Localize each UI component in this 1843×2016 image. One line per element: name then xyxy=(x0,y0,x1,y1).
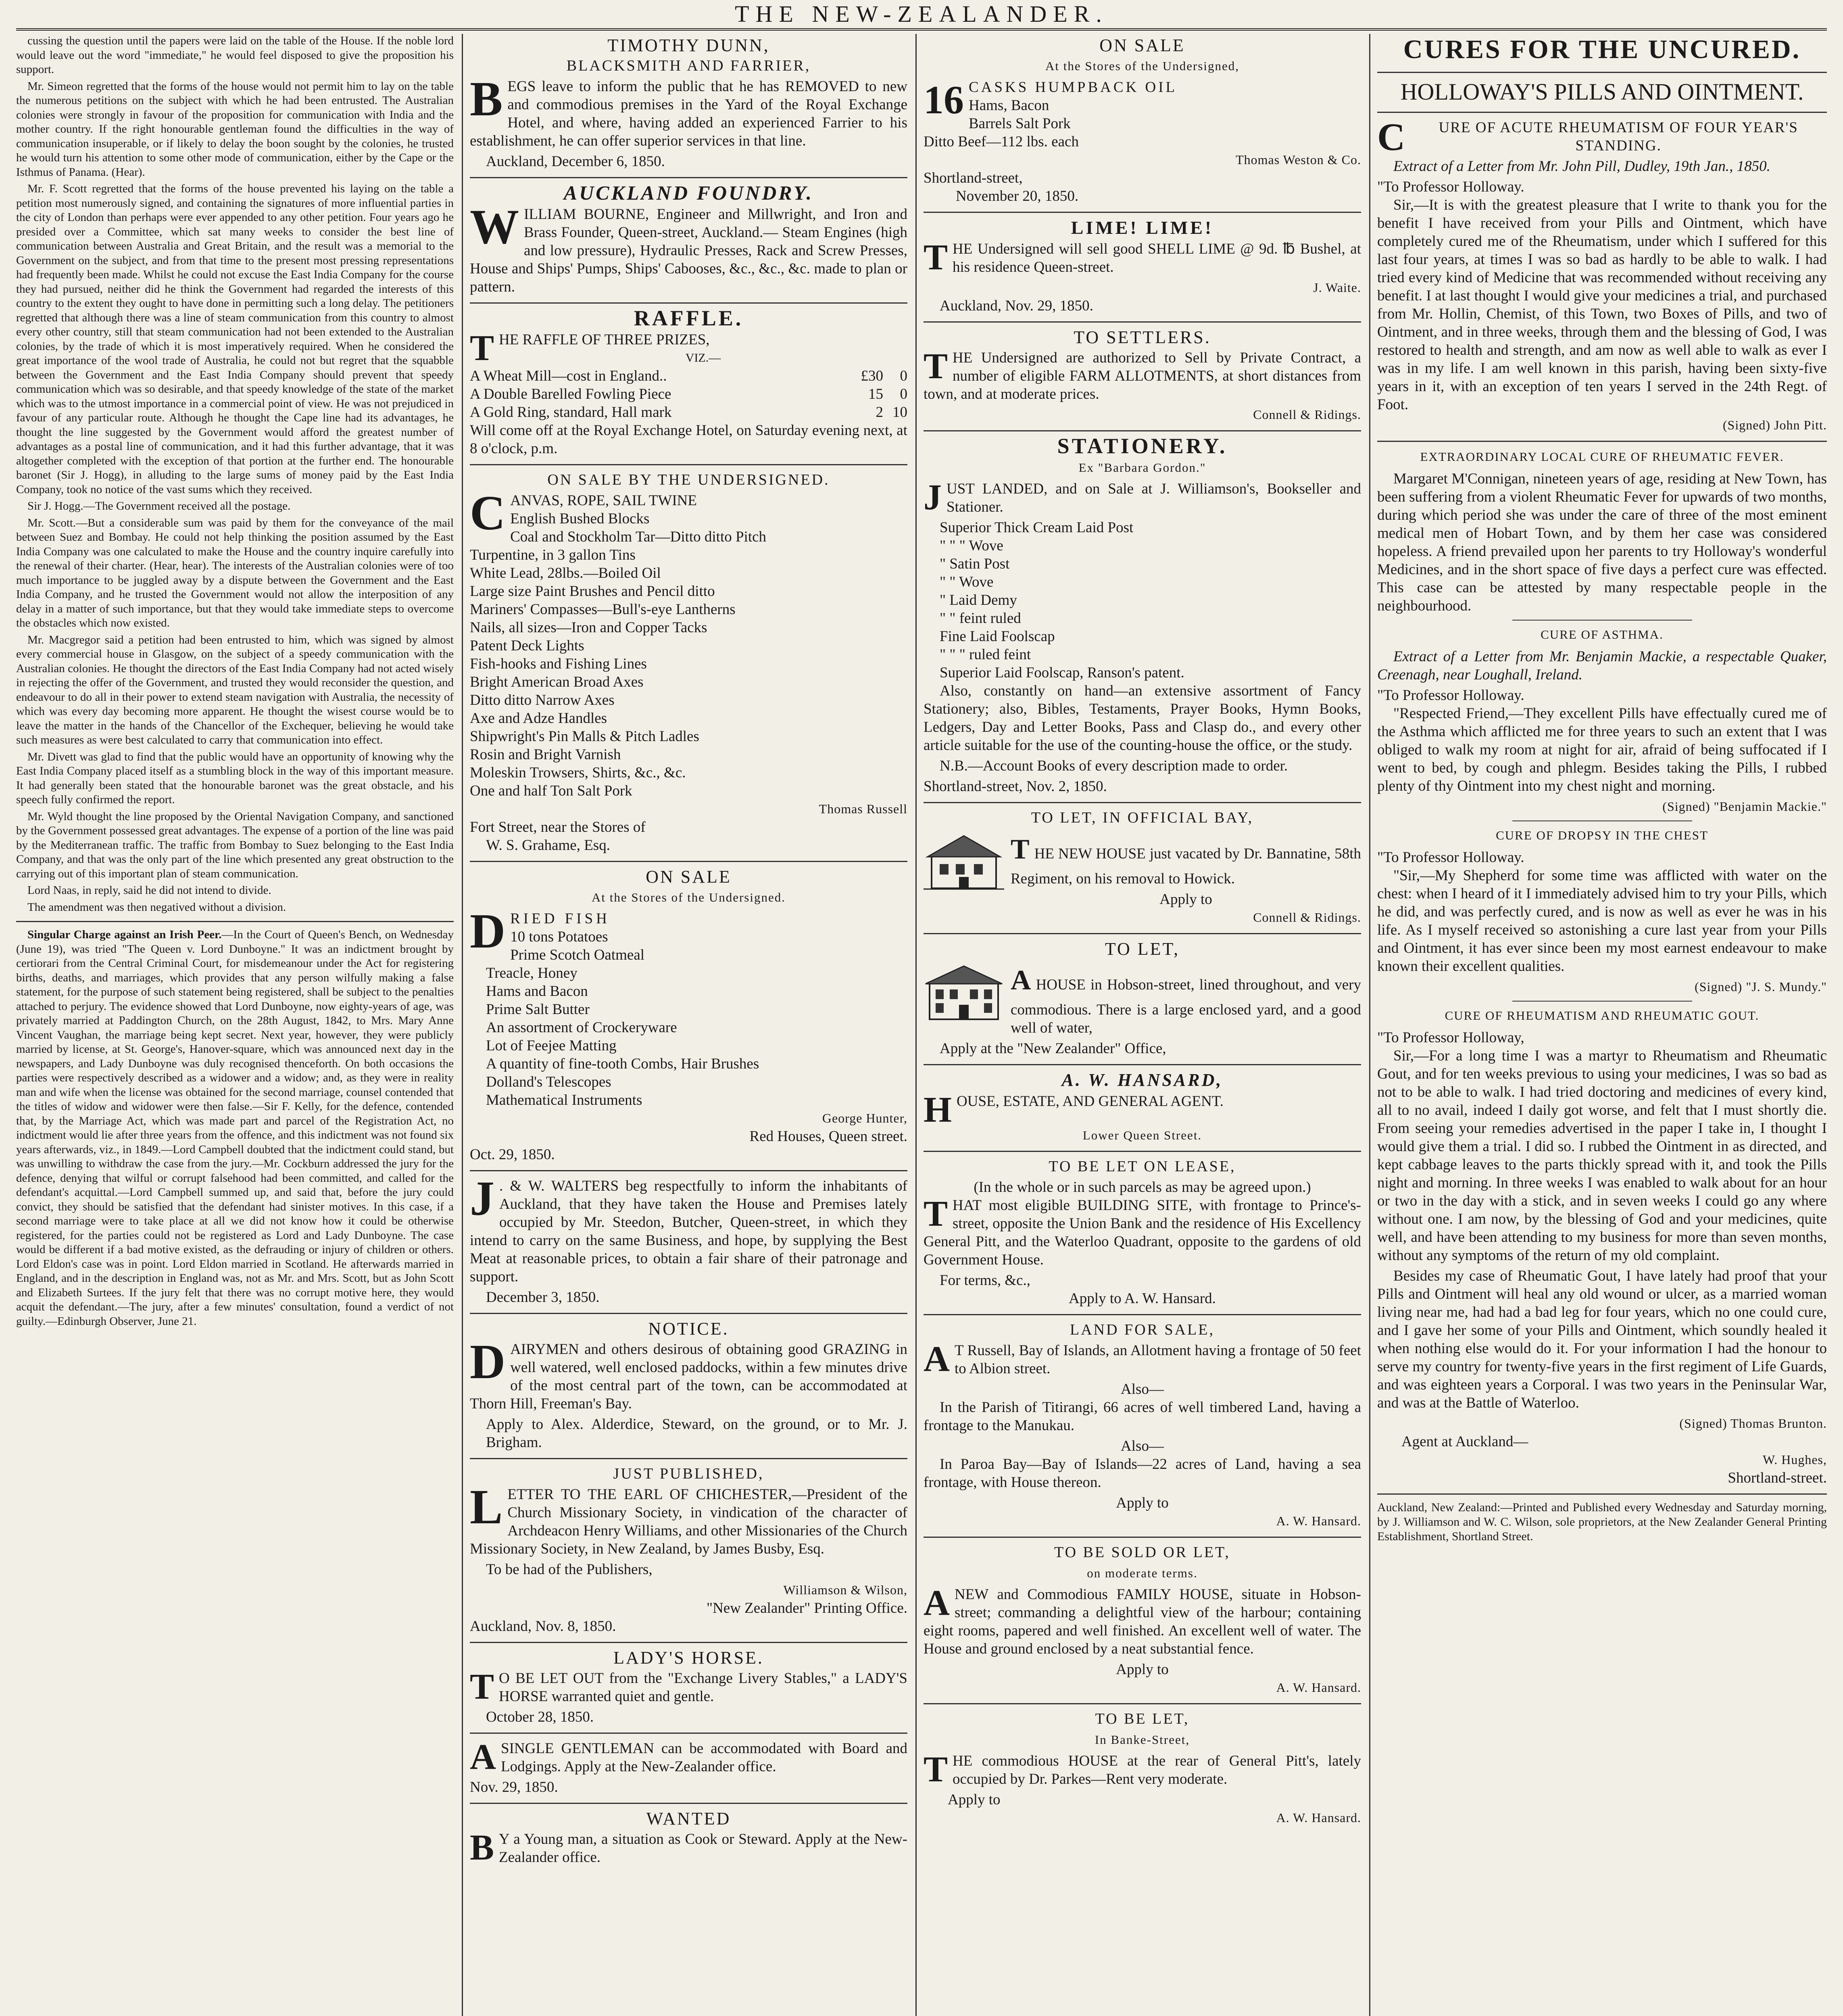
case-body: Sir,—It is with the greatest pleasure that I write to thank you for the benefit I have received from your Pills and Ointment, which have completely cured me of the Rheumatism, under which I suffered for this last four years, at times I was so bad as hardly to be able to walk. I had tried every kind of Medicine that was recommended without receiving any benefit. I at last thought I would give your medicines a trial, and purchased from Mr. Hollin, Chemist, of this Town, two Boxes of Pills, and two of Ointment, and in three weeks, through them and the blessing of God, I was restored to health and strength, and am now as well able to walk as ever I was in my life. I am well known in this parish, having been sixty-five years in it, with an exception of ten years I served in the 24th Regt. of Foot. xyxy=(1377,197,1827,413)
drop-cap: L xyxy=(470,1480,503,1534)
ad-signature: "New Zealander" Printing Office. xyxy=(706,1600,907,1616)
drop-cap: T xyxy=(924,346,948,386)
ad-lease xyxy=(924,1158,1361,1308)
ad-dunn xyxy=(470,36,907,171)
column-ads-3 xyxy=(924,34,1361,2016)
ad-title: CURES FOR THE UNCURED. xyxy=(1403,35,1801,64)
divider xyxy=(470,1733,907,1734)
column-rule xyxy=(915,34,917,2016)
article-paragraph: Mr. F. Scott regretted that the forms of the house prevented his laying on the table a petition most numerously signed, and containing the signatures of more influential parties in the city of London than perhaps were ever appended to any other petition. Four years ago he presided over a Committee, which sat many weeks to consider the best line of communication between Australia and Great Britain, and the result was a memorial to the Government on the subject, and from that time to the present most pressing representations had frequently been made. Whilst he could not excuse the East India Company for the course they had pursued, neither did he think the Government had regarded the interests of this country to the extent they ought to have done in permitting such a long delay. The petitioners regretted that although there was a line of steam communication from this country to almost every other country, still that steam communication had not been extended to the Australian colonies, by the trade of which it is most imperatively required. When he considered the great importance of the wool trade of Australia, he could not but regret that the squabble between the Government and the East India Company should prevent that speedy communication which was so desirable, and that speedy knowledge of the state of the market which was to the utmost importance in a commercial point of view. He was not prejudiced in favour of any particular route. Although he thought the Cape line had its advantages, he thought the line suggested by the Government would afford the greatest number of advantages as a postal line of communication, and it had this further advantage, that it was altogether completed with the exception of that portion at the further end. The honourable baronet (Sir J. Hogg), in alluding to the large sums of money paid by the East India Company, took no notice of the vast sums which they received. xyxy=(16,182,454,496)
drop-cap: D xyxy=(470,904,506,958)
agent-name: W. Hughes, xyxy=(1762,1452,1827,1467)
article-paragraph: cussing the question until the papers were laid on the table of the House. If the noble lord would leave out the word "immediate," he would feel disposed to give the proposition his support. xyxy=(16,34,454,76)
divider xyxy=(924,1151,1361,1152)
divider xyxy=(470,1458,907,1459)
ad-subtitle: BLACKSMITH AND FARRIER, xyxy=(566,57,811,74)
divider xyxy=(924,1314,1361,1315)
ad-title: TO LET, IN OFFICIAL BAY, xyxy=(1031,809,1254,826)
drop-cap: C xyxy=(470,486,506,540)
ad-body: HE RAFFLE OF THREE PRIZES, xyxy=(499,331,710,348)
ad-date: Auckland, December 6, 1850. xyxy=(486,153,665,170)
ad-body: ETTER TO THE EARL OF CHICHESTER,—President of the Church Missionary Society, in vindication of the character of Archdeacon Henry Williams, and other Missionaries of the Church Missionary Society, in New Zealand, by James Busby, Esq. xyxy=(470,1486,907,1557)
agent-address: Shortland-street. xyxy=(1728,1470,1827,1486)
case-to: "To Professor Holloway. xyxy=(1377,849,1524,866)
raffle-viz: VIZ.— xyxy=(685,351,721,364)
article-paragraph: Mr. Scott.—But a considerable sum was paid by them for the conveyance of the mail between Suez and Bombay. He could not help thinking the position assumed by the East India Company was one calculated to make the House and the country inquire carefully into the renewal of their charter. (Hear, hear). The interests of the Australian colonies were of too much importance to be juggled away by a dispute between the Government and the East India Company, and he trusted the Government would not allow the interposition of any delay in a matter of such importance, but that they would take immediate steps to overcome the obstacles which now existed. xyxy=(16,516,454,629)
ad-address: Red Houses, Queen street. xyxy=(749,1128,907,1145)
case-heading: URE OF ACUTE RHEUMATISM OF FOUR YEAR'S STANDING. xyxy=(1439,119,1798,154)
article-paragraph: Mr. Wyld thought the line proposed by the Oriental Navigation Company, and sanctioned by the Government possessed great advantages. The expense of a portion of the line was paid by the Mediterranean traffic. The traffic from Bombay to Suez belonging to the East India Company, and that was the only part of the line which presented any great obstruction to the carrying out of this important plan of steam communication. xyxy=(16,810,454,880)
raffle-prize xyxy=(470,367,907,385)
list-item: Hams and Bacon xyxy=(486,983,588,1000)
divider xyxy=(1377,112,1827,113)
ad-signature: J. Waite. xyxy=(1313,280,1361,295)
case-body: Margaret M'Connigan, nineteen years of age, residing at New Town, has been suffering from a violent Rheumatic Fever for upwards of two months, during which period she was under the care of three of the most eminent medical men of Hobart Town, and by them her case was considered hopeless. A friend prevailed upon her parents to try Holloway's wonderful Medicines, and in the short space of five days a perfect cure was effected. This case can be attested by many respectable people in the neighbourhood. xyxy=(1377,471,1827,614)
ad-line: To be had of the Publishers, xyxy=(486,1561,653,1578)
drop-cap: B xyxy=(470,72,503,126)
list-item: A quantity of fine-tooth Combs, Hair Brushes xyxy=(486,1056,759,1072)
ad-body: HAT most eligible BUILDING SITE, with frontage to Prince's-street, opposite the Union Bank and the residence of His Excellency General Pitt, and the Waterloo Quadrant, opposite to the gardens of old Government House. xyxy=(924,1197,1361,1268)
ad-footer: Fort Street, near the Stores of xyxy=(470,819,646,835)
drop-cap: A xyxy=(924,1339,950,1379)
ad-subtitle: Ex "Barbara Gordon." xyxy=(1078,460,1206,475)
ad-body: In the Parish of Titirangi, 66 acres of well timbered Land, having a frontage to the Manukau. xyxy=(924,1399,1361,1434)
ad-body: HE Undersigned will sell good SHELL LIME @ 9d. ℔ Bushel, at his residence Queen-street. xyxy=(953,241,1361,275)
ad-body: N.B.—Account Books of every description made to order. xyxy=(940,758,1288,774)
drop-cap: T xyxy=(924,1194,948,1234)
list-item: 10 tons Potatoes xyxy=(510,929,608,945)
ad-signature: Williamson & Wilson, xyxy=(783,1583,907,1597)
ad-date: October 28, 1850. xyxy=(486,1709,594,1725)
list-item: " " " ruled feint xyxy=(940,646,1031,663)
list-item: Dolland's Telescopes xyxy=(486,1074,611,1090)
article-paragraph: —In the Court of Queen's Bench, on Wednesday (June 19), was tried "The Queen v. Lord Dunboyne." It was an indictment brought by certiorari from the Central Criminal Court, for misdemeanour under the Act for registering births, deaths, and marriages, which provides that any person wilfully making a false statement, for the purpose of such statement being registered, shall be subject to the penalties attached to perjury. The evidence showed that Lord Dunboyne, now eighty-years of age, was privately married at Paddington Church, on the 28th August, 1842, to Mrs. Mary Anne Vincent Vaughan, the marriage being kept secret. Next year, however, they were publicly married by license, at St. George's, Hanover-square, which was announced next day in the newspapers, and Lady Dunboyne was duly recognised thenceforth. On both occasions the parties were respectively described as a widower and a widow; and, as they were in reality man and wife when the license was obtained for the second marriage, counsel contended that the titles of widow and widower were then false.—Sir F. Kelly, for the defence, contended that, by the Marriage Act, which was made part and parcel of the Registration Act, no indictment would lie after three years from the offence, and this indictment was not found six years afterwards, viz., in 1849.—Lord Campbell doubted that the indictment could stand, but was unwilling to withdraw the case from the jury.—Mr. Cockburn addressed the jury for the defence, denying that wilful or corrupt falsehood had been committed, and called for the defendant's acquittal.—Lord Campbell summed up, and said that, before the jury could convict, they should be satisfied that the defendant had sinister motives. In this case, if a second marriage were to take place at all we did not know how it could be otherwise registered, for the parties could not be registered as Lord and Lady Dunboyne. The case would be different if a bad motive existed, as the defrauding or injury of children or others. Lord Eldon's case was in point. Lord Eldon married in Scotland. He afterwards married in England, and in the description in England was, not as Mr. and Mrs. Scott, but as John Scott and Elizabeth Surtees. If the jury felt that there was no corrupt motive here, they would acquit the defendant.—The jury, after a few minutes' consultation, found a verdict of not guilty.—Edinburgh Observer, June 21. xyxy=(16,928,454,1328)
article-paragraph: Sir J. Hogg.—The Government received all the postage. xyxy=(27,500,291,512)
ad-title: AUCKLAND FOUNDRY. xyxy=(563,181,814,204)
prize-item: A Double Barelled Fowling Piece xyxy=(470,386,671,402)
case-heading: CURE OF DROPSY IN THE CHEST xyxy=(1496,828,1708,842)
ad-gentleman xyxy=(470,1739,907,1796)
ad-subtitle: Lower Queen Street. xyxy=(1082,1128,1202,1142)
drop-cap: C xyxy=(1377,115,1405,158)
drop-cap: H xyxy=(924,1090,952,1130)
ad-title: WANTED xyxy=(646,1809,731,1829)
ad-title: TO BE LET ON LEASE, xyxy=(1049,1158,1236,1175)
ad-title: TO BE SOLD OR LET, xyxy=(1054,1544,1230,1561)
ad-horse xyxy=(470,1649,907,1726)
ad-published xyxy=(470,1465,907,1635)
divider xyxy=(470,1313,907,1314)
list-item: Shipwright's Pin Malls & Pitch Ladles xyxy=(470,728,699,745)
ad-raffle xyxy=(470,306,907,458)
prize-item: A Gold Ring, standard, Hall mark xyxy=(470,404,672,421)
ad-weston xyxy=(924,36,1361,205)
ad-body: HE NEW HOUSE just vacated by Dr. Bannatine, 58th Regiment, on his removal to Howick. xyxy=(1011,846,1361,887)
list-item: " " feint ruled xyxy=(940,610,1021,627)
list-item: CASKS HUMPBACK OIL xyxy=(969,79,1178,96)
case-heading: Singular Charge against an Irish Peer. xyxy=(27,928,222,941)
ad-title: JUST PUBLISHED, xyxy=(613,1465,764,1482)
divider xyxy=(470,464,907,465)
case-body: Sir,—For a long time I was a martyr to Rheumatism and Rheumatic Gout, and for ten weeks previous to using your medicines, I was so bad as not to be able to walk. I had tried doctoring and medicines of every kind, all to no avail, indeed I daily got worse, and felt that I must shortly die. From seeing your remedies advertised in the paper I take in, I thought I would give them a trial. I did so. I rubbed the Ointment in as directed, and kept cabbage leaves to the parts thickly spread with it, and took the Pills night and morning. In three weeks I was enabled to walk about for an hour or two in the day with a stick, and in seven weeks I could go any where without one. I am now, by the blessing of God and your medicines, quite well, and have been attending to my business for more than seven months, without any symptoms of the return of my old complaint. xyxy=(1377,1048,1827,1264)
list-item: Moleskin Trowsers, Shirts, &c., &c. xyxy=(470,764,686,781)
ad-title: ON SALE xyxy=(1099,35,1185,55)
imprint: Auckland, New Zealand:—Printed and Published every Wednesday and Saturday morning, by J. Williamson and W. C. Wilson, sole proprietors, at the New Zealander General Printing Establishment, Shortland Street. xyxy=(1377,1501,1827,1543)
item-list xyxy=(924,519,1361,682)
case-heading: CURE OF RHEUMATISM AND RHEUMATIC GOUT. xyxy=(1445,1008,1760,1023)
ad-official-bay xyxy=(924,809,1361,927)
list-item: Fine Laid Foolscap xyxy=(940,628,1055,645)
case-body: Besides my case of Rheumatic Gout, I have lately had proof that your Pills and Ointment will heal any old wound or ulcer, as a married woman living near me, had had a bad leg for four years, which no one could cure, and I gave her some of your Pills and Ointment, which soundly healed it when nothing else would do it. For your information I had the honour to serve my country for twenty-five years in the first regiment of Life Guards, and was eighteen years a Corporal. I was two years in the Peninsular War, and was at the Battle of Waterloo. xyxy=(1377,1268,1827,1411)
case-heading: EXTRAORDINARY LOCAL CURE OF RHEUMATIC FEVER. xyxy=(1420,450,1784,464)
list-item: " " Wove xyxy=(940,574,994,590)
article-paragraph: Mr. Simeon regretted that the forms of the house would not permit him to lay on the table the numerous petitions on the subject with which he had been entrusted. The Australian colonies were strongly in favour of the proposition for communication with India and the mother country. If the right honourable gentleman found the difficulties in the way of communication insuperable, or if likely to delay the boon sought by the colonies, he trusted he would turn his attention to some other mode of communication, either by the Cape or the Isthmus of Panama. (Hear). xyxy=(16,79,454,179)
divider xyxy=(924,1537,1361,1538)
list-item: Lot of Feejee Matting xyxy=(486,1037,617,1054)
drop-cap: J xyxy=(924,477,942,517)
list-item: Coal and Stockholm Tar—Ditto ditto Pitch xyxy=(510,529,767,545)
prize-pounds: 2 xyxy=(876,404,883,421)
divider xyxy=(16,921,454,922)
ad-signature: Connell & Ridings. xyxy=(1253,910,1361,925)
ad-body: OUSE, ESTATE, AND GENERAL AGENT. xyxy=(957,1093,1224,1110)
ad-body: Y a Young man, a situation as Cook or Steward. Apply at the New-Zealander office. xyxy=(499,1831,907,1866)
drop-cap: D xyxy=(470,1335,506,1389)
divider xyxy=(470,302,907,304)
agent-label: Agent at Auckland— xyxy=(1401,1433,1528,1450)
column-rule xyxy=(462,34,463,2016)
list-item: Bright American Broad Axes xyxy=(470,674,644,690)
prize-pounds: £30 xyxy=(861,368,883,384)
prize-item: A Wheat Mill—cost in England.. xyxy=(470,368,667,384)
case-extract: Extract of a Letter from Mr. Benjamin Mackie, a respectable Quaker, Creenagh, near Loughall, Ireland. xyxy=(1377,648,1827,683)
list-item: Prime Scotch Oatmeal xyxy=(510,947,645,963)
drop-cap: T xyxy=(470,328,494,368)
divider xyxy=(1377,1493,1827,1495)
ad-foundry xyxy=(470,181,907,296)
ad-notice xyxy=(470,1320,907,1452)
column-parliament xyxy=(16,34,454,2016)
divider xyxy=(924,933,1361,934)
ad-title: RAFFLE. xyxy=(634,306,744,330)
list-item: Ditto ditto Narrow Axes xyxy=(470,692,615,708)
ad-title: TO BE LET, xyxy=(1095,1710,1190,1727)
ad-date: Auckland, Nov. 8, 1850. xyxy=(470,1618,616,1635)
list-item: White Lead, 28lbs.—Boiled Oil xyxy=(470,565,661,581)
ad-apply: Apply to A. W. Hansard. xyxy=(1069,1290,1216,1307)
case-body: "Sir,—My Shepherd for some time was afflicted with water on the chest: when I heard of it I immediately advised him to try your Pills, which he did, and was perfectly cured, and is now as well as ever he was in his life. As I myself received so astonishing a cure last year from your Pills and Ointment, it has ever since been my most earnest endeavour to make known their excellent qualities. xyxy=(1377,867,1827,975)
ad-title: TO SETTLERS. xyxy=(1074,327,1211,347)
ad-title: TIMOTHY DUNN, xyxy=(607,35,770,55)
ad-footer: Will come off at the Royal Exchange Hotel, on Saturday evening next, at 8 o'clock, p.m. xyxy=(470,422,907,457)
item-list xyxy=(470,486,907,800)
ad-address: Shortland-street, xyxy=(924,170,1023,186)
ad-date: Nov. 29, 1850. xyxy=(470,1779,558,1795)
ad-body: Also, constantly on hand—an extensive assortment of Fancy Stationery; also, Bibles, Testaments, Prayer Books, Hymn Books, Ledgers, Day and Letter Books, Pass and Clasp do., and every other article suitable for the use of the counting-house the office, or the study. xyxy=(924,683,1361,754)
ad-date: Oct. 29, 1850. xyxy=(470,1146,555,1163)
list-item: Large size Paint Brushes and Pencil ditto xyxy=(470,583,715,600)
list-item: An assortment of Crockeryware xyxy=(486,1019,677,1036)
ad-body: HE Undersigned are authorized to Sell by Private Contract, a number of eligible FARM ALLOTMENTS, at short distances from town, and at moderate prices. xyxy=(924,350,1361,402)
ad-body: . & W. WALTERS beg respectfully to inform the inhabitants of Auckland, that they have taken the House and Premises lately occupied by Mr. Steedon, Butcher, Queen-street, in which they intend to carry on the same Business, and hope, by supplying the Best Meat at reasonable prices, to obtain a fair share of their patronage and support. xyxy=(470,1178,907,1285)
ad-subtitle: on moderate terms. xyxy=(1087,1566,1198,1580)
list-item: Patent Deck Lights xyxy=(470,637,584,654)
list-item: " Laid Demy xyxy=(940,592,1017,608)
ad-apply: Apply at the "New Zealander" Office, xyxy=(940,1040,1166,1057)
prize-shillings: 10 xyxy=(892,404,907,421)
ad-title: TO LET, xyxy=(1105,939,1180,959)
list-item: Axe and Adze Handles xyxy=(470,710,607,727)
ad-apply: Apply to xyxy=(1116,1495,1169,1511)
list-item: " " " Wove xyxy=(940,537,1003,554)
divider xyxy=(924,802,1361,803)
list-item: Prime Salt Butter xyxy=(486,1001,590,1018)
ad-signature: A. W. Hansard. xyxy=(1276,1810,1361,1825)
article-paragraph: The amendment was then negatived without a division. xyxy=(27,900,286,914)
drop-cap: A xyxy=(1011,965,1031,996)
list-item: Ditto Beef—112 lbs. each xyxy=(924,133,1079,150)
ad-body: AIRYMEN and others desirous of obtaining good GRAZING in well watered, well enclosed paddocks, within a few minutes drive of the most central part of the town, can be accommodated at Thorn Hill, Freeman's Bay. xyxy=(470,1341,907,1412)
ad-banke xyxy=(924,1710,1361,1827)
divider xyxy=(924,321,1361,323)
drop-cap: J xyxy=(470,1171,494,1226)
ad-signature: Connell & Ridings. xyxy=(1253,407,1361,422)
divider xyxy=(924,1703,1361,1704)
list-item: Nails, all sizes—Iron and Copper Tacks xyxy=(470,619,707,636)
raffle-prize xyxy=(470,403,907,421)
case-signature: (Signed) Thomas Brunton. xyxy=(1679,1416,1827,1431)
case-signature: (Signed) "Benjamin Mackie." xyxy=(1662,799,1827,814)
divider xyxy=(924,212,1361,213)
list-item: English Bushed Blocks xyxy=(510,510,650,527)
ad-line: Also— xyxy=(1121,1381,1164,1397)
ad-title: LIME! LIME! xyxy=(1071,217,1214,238)
divider xyxy=(1512,620,1692,621)
list-item: RIED FISH xyxy=(510,910,610,927)
case-body: "Respected Friend,—They excellent Pills have effectually cured me of the Asthma which afflicted me for three years to such an extent that I was obliged to walk my room at night for air, afraid of being suffocated if I went to bed, by cough and phlegm. Besides taking the Pills, I rubbed plenty of thy Ointment into my chest night and morning. xyxy=(1377,705,1827,794)
ad-body: SINGLE GENTLEMAN can be accommodated with Board and Lodgings. Apply at the New-Zealander office. xyxy=(501,1740,907,1775)
list-item: Barrels Salt Pork xyxy=(969,115,1071,132)
ad-footer: W. S. Grahame, Esq. xyxy=(486,837,610,854)
ad-hunter xyxy=(470,868,907,1164)
ad-date: November 20, 1850. xyxy=(956,188,1079,204)
ad-signature: A. W. Hansard. xyxy=(1276,1514,1361,1528)
ad-title: NOTICE. xyxy=(648,1319,729,1339)
ad-title: STATIONERY. xyxy=(1057,434,1228,458)
ad-to-let-hobson xyxy=(924,940,1361,1058)
ad-line: For terms, &c., xyxy=(940,1272,1031,1289)
drop-cap: T xyxy=(924,237,948,277)
drop-cap: A xyxy=(924,1583,950,1623)
ad-apply: Apply to xyxy=(1116,1661,1169,1678)
house-illustration-icon xyxy=(924,963,1004,1023)
case-to: "To Professor Holloway, xyxy=(1377,1029,1524,1046)
ad-russell xyxy=(470,471,907,854)
divider xyxy=(924,1064,1361,1065)
list-item: Rosin and Bright Varnish xyxy=(470,746,621,763)
list-item: Mariners' Compasses—Bull's-eye Lantherns xyxy=(470,601,736,618)
ad-signature: Thomas Russell xyxy=(819,802,907,816)
ad-body: ILLIAM BOURNE, Engineer and Millwright, and Iron and Brass Founder, Queen-street, Auckland.— Steam Engines (high and low pressure), Hydraulic Presses, Rack and Screw Presses, House and Ships' Pumps, Ships' Cabooses, &c., &c., &c. made to plan or pattern. xyxy=(470,206,907,295)
list-item: Hams, Bacon xyxy=(969,97,1049,114)
ad-apply: Apply to xyxy=(948,1791,1001,1808)
divider xyxy=(924,430,1361,431)
case-extract: Extract of a Letter from Mr. John Pill, Dudley, 19th Jan., 1850. xyxy=(1393,158,1770,175)
ad-stationery xyxy=(924,434,1361,796)
ad-title: LADY'S HORSE. xyxy=(613,1648,764,1668)
ad-body: O BE LET OUT from the "Exchange Livery Stables," a LADY'S HORSE warranted quiet and gentle. xyxy=(499,1670,907,1705)
ad-subtitle: At the Stores of the Undersigned, xyxy=(1045,59,1239,73)
case-heading: CURE OF ASTHMA. xyxy=(1541,627,1664,641)
drop-cap: B xyxy=(470,1828,494,1868)
ad-wanted xyxy=(470,1810,907,1866)
ad-body: T Russell, Bay of Islands, an Allotment having a frontage of 50 feet to Albion street. xyxy=(955,1342,1361,1377)
list-item: " Satin Post xyxy=(940,556,1010,572)
list-item: ANVAS, ROPE, SAIL TWINE xyxy=(510,492,697,509)
ad-body: In Paroa Bay—Bay of Islands—22 acres of Land, having a sea frontage, with House thereon. xyxy=(924,1456,1361,1491)
ad-signature: Thomas Weston & Co. xyxy=(1236,152,1361,167)
house-illustration-icon xyxy=(924,832,1004,892)
drop-cap: W xyxy=(470,200,519,254)
ad-title: A. W. HANSARD, xyxy=(1061,1070,1223,1090)
list-item: Treacle, Honey xyxy=(486,965,578,981)
ad-lime xyxy=(924,219,1361,315)
divider xyxy=(470,177,907,178)
divider xyxy=(470,1170,907,1171)
prize-shillings: 0 xyxy=(900,386,907,402)
ad-title: ON SALE xyxy=(646,867,732,887)
ad-apply: Apply to xyxy=(1159,891,1212,908)
ad-date: Auckland, Nov. 29, 1850. xyxy=(940,298,1093,314)
article-paragraph: Lord Naas, in reply, said he did not intend to divide. xyxy=(27,884,271,897)
item-list xyxy=(924,78,1361,151)
divider xyxy=(1377,441,1827,442)
ad-apply: Apply to Alex. Alderdice, Steward, on the ground, or to Mr. J. Brigham. xyxy=(486,1416,907,1451)
prize-pounds: 15 xyxy=(868,386,883,402)
ad-sold xyxy=(924,1543,1361,1697)
column-holloway xyxy=(1377,34,1827,2016)
article-paragraph: Mr. Macgregor said a petition had been entrusted to him, which was signed by almost every commercial house in Glasgow, on the subject of a speedy communication with the Australian colonies. He thought the directors of the East India Company had not acted wisely in rejecting the offer of the Government, and trusted they would reconsider the question, and endeavour to do all in their power to extend steam navigation with Australia, the necessity of which was every day becoming more apparent. He thought the wisest course would be to leave the matter in the hands of the Chancellor of the Exchequer, believing he would take such measures as were best calculated to carry that communication into effect. xyxy=(16,633,454,746)
column-ads-2 xyxy=(470,34,907,2016)
ad-signature: George Hunter, xyxy=(822,1111,907,1125)
ad-line: Also— xyxy=(1121,1438,1164,1454)
list-item: Turpentine, in 3 gallon Tins xyxy=(470,547,636,563)
drop-cap: A xyxy=(470,1737,496,1777)
list-item: Superior Thick Cream Laid Post xyxy=(940,519,1134,536)
ad-body: HOUSE in Hobson-street, lined throughout, and very commodious. There is a large enclosed yard, and a good well of water, xyxy=(1011,977,1361,1036)
article-paragraph: Mr. Divett was glad to find that the public would have an opportunity of knowing why the East India Company placed itself as a stumbling block in the way of this important measure. It had generally been stated that the honourable baronet was the great obstacle, and his speech fully confirmed the report. xyxy=(16,750,454,806)
item-list xyxy=(470,904,907,1109)
ad-body: UST LANDED, and on Sale at J. Williamson's, Bookseller and Stationer. xyxy=(947,481,1361,515)
case-signature: (Signed) "J. S. Mundy." xyxy=(1695,979,1827,994)
drop-cap: T xyxy=(470,1667,494,1707)
column-rule xyxy=(1369,34,1370,2016)
ad-subtitle: At the Stores of the Undersigned. xyxy=(592,890,786,904)
divider xyxy=(470,1642,907,1643)
ad-date: Shortland-street, Nov. 2, 1850. xyxy=(924,778,1107,795)
ad-subtitle: In Banke-Street, xyxy=(1095,1733,1190,1747)
ad-settlers xyxy=(924,328,1361,424)
case-to: "To Professor Holloway. xyxy=(1377,687,1524,704)
list-item: One and half Ton Salt Pork xyxy=(470,783,632,799)
divider xyxy=(1377,72,1827,73)
ad-body: EGS leave to inform the public that he has REMOVED to new and commodious premises in the Yard of the Royal Exchange Hotel, and where, having added an experienced Farrier to his establishment, he can offer superior services in that line. xyxy=(470,78,907,149)
ad-title: ON SALE BY THE UNDERSIGNED. xyxy=(547,471,830,488)
masthead: THE NEW-ZEALANDER. xyxy=(16,0,1827,31)
ad-title: LAND FOR SALE, xyxy=(1070,1321,1215,1338)
ad-subtitle: (In the whole or in such parcels as may be agreed upon.) xyxy=(974,1179,1311,1195)
prize-shillings: 0 xyxy=(900,368,907,384)
ad-date: December 3, 1850. xyxy=(486,1289,600,1306)
list-item: Fish-hooks and Fishing Lines xyxy=(470,656,647,672)
divider xyxy=(470,1803,907,1804)
drop-cap: T xyxy=(924,1749,948,1789)
drop-cap: T xyxy=(1011,834,1030,865)
ad-body: HE commodious HOUSE at the rear of General Pitt's, lately occupied by Dr. Parkes—Rent very moderate. xyxy=(953,1753,1361,1787)
case-signature: (Signed) John Pitt. xyxy=(1722,418,1827,432)
list-item: Mathematical Instruments xyxy=(486,1092,642,1108)
divider xyxy=(1512,1001,1692,1002)
list-item: Superior Laid Foolscap, Ranson's patent. xyxy=(940,664,1184,681)
ad-walters xyxy=(470,1171,907,1306)
raffle-prize xyxy=(470,385,907,403)
ad-signature: A. W. Hansard. xyxy=(1276,1680,1361,1695)
big-number: 16 xyxy=(924,77,964,122)
ad-body: NEW and Commodious FAMILY HOUSE, situate in Hobson-street; commanding a delightful view of the harbour; containing eight rooms, papered and well finished. An excellent well of water. The House and ground enclosed by a neat substantial fence. xyxy=(924,1586,1361,1657)
ad-subtitle: HOLLOWAY'S PILLS AND OINTMENT. xyxy=(1400,79,1804,105)
ad-land xyxy=(924,1321,1361,1530)
ad-hansard xyxy=(924,1071,1361,1144)
case-to: "To Professor Holloway. xyxy=(1377,179,1524,195)
divider xyxy=(470,861,907,862)
